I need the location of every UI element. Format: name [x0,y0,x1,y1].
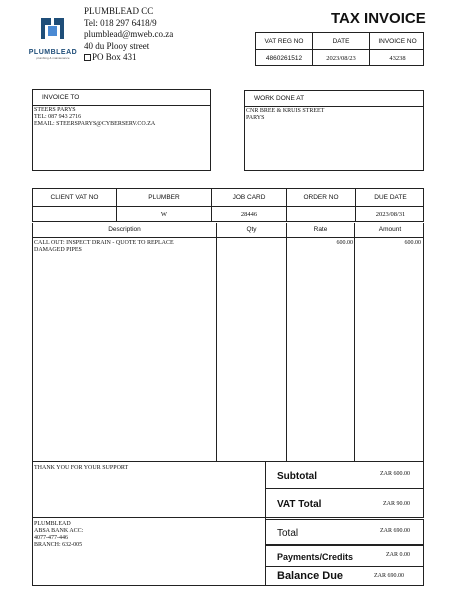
vat-reg-value: 4860261512 [265,55,303,62]
subtotal-label: Subtotal [277,471,317,482]
vat-total-value: ZAR 90.00 [383,501,410,507]
balance-due-value: ZAR 690.00 [374,573,404,579]
info-due-date-value: 2023/08/31 [375,211,406,218]
vat-reg-label: VAT REG NO [264,38,304,45]
total-row [265,519,424,545]
info-table [32,188,424,222]
work-done-label: WORK DONE AT [254,95,305,102]
balance-due-label: Balance Due [277,570,344,582]
total-label: Total [277,528,299,539]
company-address-1: 40 du Plooy street [84,40,150,51]
logo-tagline: plumbing & maintenance [36,56,70,60]
logo-mark-icon [26,16,80,46]
company-details [84,6,173,64]
info-header-plumber: PLUMBER [148,194,180,201]
total-value: ZAR 690.00 [380,528,410,534]
bank-line-3: 4077-477-446 [34,535,68,541]
items-header-amount: Amount [378,226,402,233]
bank-box [32,518,266,586]
item-amount: 600.00 [404,240,421,246]
bank-line-4: BRANCH: 632-005 [34,542,83,548]
items-header-qty: Qty [246,226,257,233]
invoice-no-value: 43238 [389,55,406,62]
bank-details [34,521,83,549]
meta-table [255,32,424,66]
payments-row [265,545,424,567]
payments-label: Payments/Credits [277,552,354,562]
payments-value: ZAR 0.00 [386,552,410,558]
invoice-to-name: STEERS PARYS [34,107,76,113]
invoice-to-box [32,105,211,171]
work-done-line-1: CNR BREE & KRUIS STREET [246,108,325,114]
vat-total-row [265,488,424,518]
vat-total-label: VAT Total [277,499,322,510]
work-done-details [246,108,324,122]
company-tel: Tel: 018 297 6418/9 [84,17,157,28]
invoice-to-email: EMAIL: STEERSPARYS@CYBERSERV.CO.ZA [34,121,156,127]
work-done-line-2: PARYS [246,115,265,121]
items-header-description: Description [108,226,141,233]
balance-due-row [265,566,424,586]
bank-line-1: PLUMBLEAD [34,521,71,527]
thank-you-note: THANK YOU FOR YOUR SUPPORT [34,465,129,471]
item-description-line-1: CALL OUT: INSPECT DRAIN - QUOTE TO REPLACE [34,240,174,246]
date-label: DATE [332,38,350,45]
info-header-order-no: ORDER NO [303,194,339,201]
invoice-to-tel: TEL: 087 943 2716 [34,114,82,120]
bank-line-2: ABSA BANK ACC: [34,528,84,534]
company-email: plumblead@mweb.co.za [84,29,174,39]
info-plumber-value: W [160,211,168,218]
item-description [34,240,174,254]
company-logo [26,16,80,60]
date-value: 2023/08/23 [326,55,356,62]
logo-text: PLUMBLEAD [28,49,78,56]
items-header-rate: Rate [313,226,328,233]
company-name: PLUMBLEAD CC [84,6,154,16]
company-address-2 [84,52,173,64]
item-description-line-2: DAMAGED PIPES [34,247,82,253]
info-header-due-date: DUE DATE [374,194,407,201]
invoice-no-label: INVOICE NO [378,38,417,45]
invoice-to-header [32,89,211,106]
invoice-to-details [34,107,155,128]
invoice-to-label: INVOICE TO [42,94,80,101]
work-done-header [244,90,424,107]
company-address-2-text: PO Box 431 [92,52,137,62]
info-header-client-vat: CLIENT VAT NO [50,194,99,201]
subtotal-value: ZAR 600.00 [380,471,410,477]
table-row [33,240,425,260]
subtotal-row [265,461,424,489]
info-job-card-value: 28446 [240,211,258,218]
items-table [32,223,424,462]
note-box [32,461,266,518]
item-rate: 600.00 [336,240,353,246]
info-header-job-card: JOB CARD [232,194,266,201]
checkbox-icon [84,54,91,61]
page-title: TAX INVOICE [331,10,426,27]
work-done-box [244,106,424,171]
